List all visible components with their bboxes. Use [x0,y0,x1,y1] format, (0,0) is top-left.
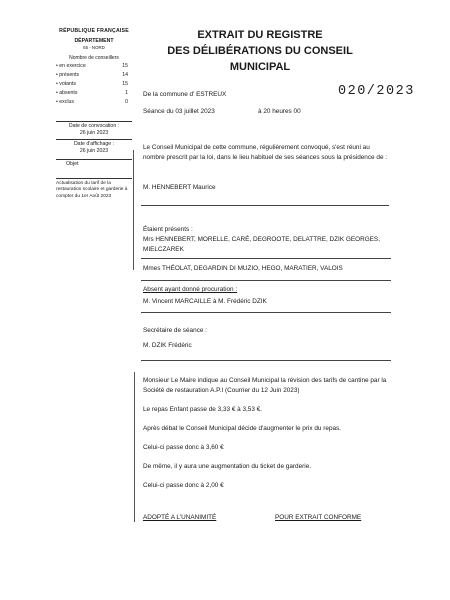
deliberation-p6: Celui-ci passe donc à 2,00 € [143,482,224,489]
adopted-label: ADOPTÉ A L'UNANIMITÉ [143,514,217,521]
convocation-block [56,121,132,137]
secretary: M. DZIK Frédéric [143,342,192,349]
display-label: Date d'affichage : [73,140,115,147]
stat-row [56,80,132,89]
stat-value: 1 [125,89,128,96]
convocation-date: 26 juin 2023 [79,129,109,136]
rule [141,205,389,206]
column-separator [133,150,134,270]
deliberation-p5: De même, il y aura une augmentation du ticket de garderie. [143,463,312,470]
republic-label: RÉPUBLIQUE FRANÇAISE [59,28,129,34]
stat-row [56,71,132,80]
stat-value: 14 [122,71,128,78]
seance-time: à 20 heures 00 [258,108,301,115]
left-sidebar [56,28,132,200]
stat-value: 0 [125,98,128,105]
object-label: Objet [56,159,132,168]
stat-row [56,62,132,71]
secretary-label: Secrétaire de séance : [143,327,207,334]
councillors-title: Nombre de conseillers [69,54,119,61]
stat-label: • absents [56,89,78,96]
commune-line: De la commune d' ESTREUX [143,91,227,98]
present-label: Étaient présents : [143,226,193,233]
rule [141,312,391,313]
session-intro: Le Conseil Municipal de cette commune, régulièrement convoqué, s'est réuni au nombre prescrit par la loi, dans le lieu habituel de ses séances sous la présidence de : [143,144,388,161]
present-list-2: Mmes THÉOLAT, DEGARDIN DI MUZIO, HEGO, MARATIER, VALOIS [143,265,343,272]
rule [141,258,391,259]
title-line: MUNICIPAL [229,60,291,73]
stat-label: • exclus [56,98,74,105]
seance-date: Séance du 03 juillet 2023 [143,108,215,115]
reference-number: 020/2023 [338,84,415,99]
title-line: EXTRAIT DU REGISTRE [197,29,323,41]
proxy: M. Vincent MARCAILLE à M. Frédéric DZIK [143,298,267,305]
stat-label: • présents [56,71,80,78]
convocation-label: Date de convocation : [68,122,120,129]
stat-value: 15 [122,80,128,87]
display-block [56,139,132,155]
stat-label: • votants [56,80,76,87]
stat-row [56,98,132,107]
deliberation-p2: Le repas Enfant passe de 3,33 € à 3,53 €. [143,406,263,413]
department-label: DÉPARTEMENT [74,38,114,45]
councillors-stats [56,62,132,107]
absent-label: Absent ayant donné procuration : [143,286,238,293]
extract-label: POUR EXTRAIT CONFORME [275,514,362,521]
deliberation-p1: Monsieur Le Maire indique au Conseil Municipal la révision des tarifs de cantine par la Société de restauration A.P.I (Courrier du 12 Juin 2023) [143,377,387,394]
stat-value: 15 [122,62,128,69]
document-title [150,28,370,76]
stat-label: • en exercice [56,62,86,69]
display-date: 26 juin 2023 [79,147,109,154]
deliberation-p4: Celui-ci passe donc à 3,60 € [143,444,224,451]
department-name: 65 - NORD [83,45,105,51]
deliberation-p3: Après débat le Conseil Municipal décide d'augmenter le prix du repas. [143,425,342,432]
object-text: Actualisation du tarif de la restauration scolaire et garderie à compter du 1er Août 2023 [56,178,132,200]
present-list: Mrs HENNEBERT, MORELLE, CARÉ, DEGROOTE, DELATTRE, DZIK GEORGES, MIELCZAREK [143,236,380,253]
body-left-border [134,372,135,522]
rule [141,360,391,361]
stat-row [56,89,132,98]
title-line: DES DÉLIBÉRATIONS DU CONSEIL [167,44,353,57]
rule [141,280,391,281]
president: M. HENNEBERT Maurice [143,184,216,191]
